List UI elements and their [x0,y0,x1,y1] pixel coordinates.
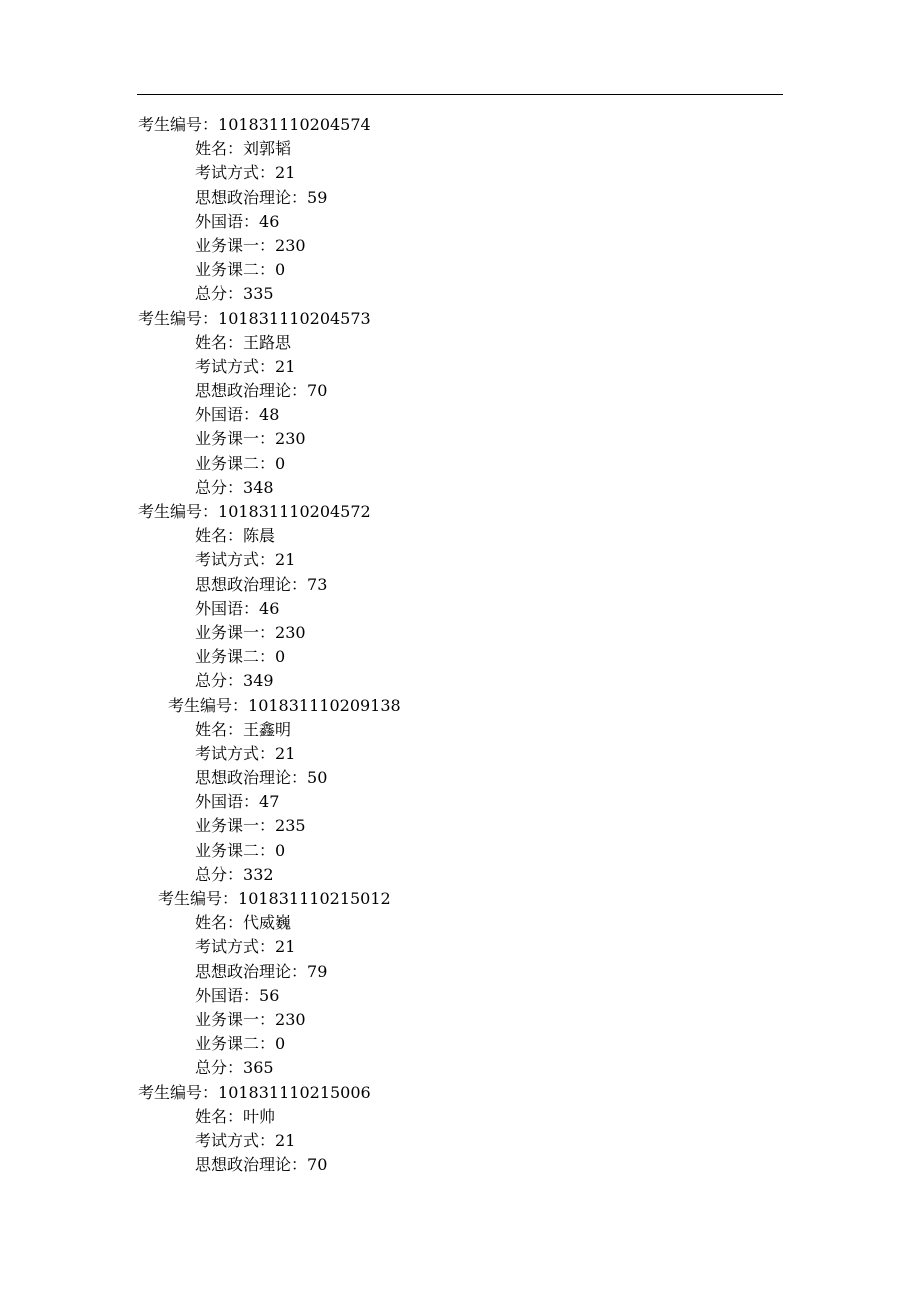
record-field [138,1153,783,1177]
field-label: 业务课一： [195,622,276,642]
record-field [138,1056,783,1080]
record-field [138,621,783,645]
record-field [138,718,783,742]
field-label: 考试方式： [195,937,276,957]
field-value: 230 [275,1009,306,1029]
field-value: 70 [307,381,328,401]
record-field [138,355,783,379]
field-label: 思想政治理论： [195,381,308,401]
field-label: 业务课二： [195,453,276,473]
candidate-id-value: 101831110209138 [248,695,401,715]
field-value: 70 [307,1155,328,1175]
field-value: 73 [307,574,328,594]
field-label: 考试方式： [195,550,276,570]
record-field [138,403,783,427]
record-field [138,258,783,282]
candidate-id-value: 101831110204574 [218,115,371,134]
field-label: 业务课一： [195,429,276,449]
record-field [138,1008,783,1032]
record-field [138,524,783,548]
record-field [138,427,783,451]
field-label: 姓名： [195,1106,244,1126]
record-field [138,960,783,984]
candidate-id-value: 101831110215006 [218,1082,371,1102]
field-value: 335 [243,284,274,304]
field-label: 思想政治理论： [195,961,308,981]
field-value: 0 [275,1034,286,1054]
field-value: 王路思 [243,332,292,352]
field-label: 姓名： [195,332,244,352]
candidate-id-line [138,887,783,911]
record-field [138,911,783,935]
record-field [138,839,783,863]
record-field [138,669,783,693]
record-field [138,234,783,258]
field-value: 348 [243,477,274,497]
record-field [138,984,783,1008]
record-field [138,863,783,887]
candidate-id-label: 考生编号： [138,115,219,134]
record-field [138,186,783,210]
record-field [138,766,783,790]
record-list [138,113,783,1177]
field-label: 考试方式： [195,356,276,376]
field-label: 总分： [195,671,244,691]
field-value: 陈晨 [243,526,276,546]
field-label: 外国语： [195,985,260,1005]
candidate-id-line [138,307,783,331]
record-field [138,379,783,403]
candidate-id-label: 考生编号： [168,695,249,715]
record-field [138,935,783,959]
candidate-id-line [138,694,783,718]
candidate-id-label: 考生编号： [138,1082,219,1102]
field-value: 332 [243,864,274,884]
field-label: 业务课二： [195,647,276,667]
field-value: 0 [275,260,286,280]
field-label: 外国语： [195,792,260,812]
field-label: 考试方式： [195,1130,276,1150]
field-value: 0 [275,647,286,667]
field-label: 思想政治理论： [195,574,308,594]
candidate-id-label: 考生编号： [138,308,219,328]
field-value: 47 [259,792,280,812]
field-value: 46 [259,211,280,231]
field-label: 业务课一： [195,235,276,255]
record-field [138,573,783,597]
field-label: 考试方式： [195,163,276,183]
field-label: 业务课二： [195,1034,276,1054]
field-label: 外国语： [195,405,260,425]
record-field [138,1032,783,1056]
field-label: 外国语： [195,211,260,231]
record-field [138,452,783,476]
record-field [138,161,783,185]
field-label: 姓名： [195,526,244,546]
field-label: 姓名： [195,139,244,159]
candidate-id-label: 考生编号： [138,502,219,521]
record-field [138,137,783,161]
field-label: 思想政治理论： [195,768,308,788]
record-field [138,476,783,500]
field-label: 考试方式： [195,743,276,763]
field-value: 王鑫明 [243,719,292,739]
field-value: 0 [275,840,286,860]
field-label: 总分： [195,477,244,497]
field-value: 365 [243,1058,274,1078]
field-value: 21 [275,1130,296,1150]
candidate-id-value: 101831110215012 [238,889,391,908]
record-field [138,1129,783,1153]
field-value: 235 [275,816,306,836]
record-field [138,597,783,621]
field-label: 外国语： [195,598,260,618]
field-label: 总分： [195,864,244,884]
record-field [138,548,783,572]
field-label: 业务课二： [195,260,276,280]
field-value: 46 [259,598,280,618]
candidate-id-value: 101831110204572 [218,502,371,521]
field-label: 思想政治理论： [195,1155,308,1175]
field-value: 代威巍 [243,913,292,933]
field-label: 思想政治理论： [195,187,308,207]
record-field [138,790,783,814]
record-field [138,210,783,234]
candidate-id-label: 考生编号： [158,889,239,908]
field-label: 姓名： [195,719,244,739]
candidate-id-line [138,113,783,137]
record-field [138,645,783,669]
record-field [138,1105,783,1129]
field-value: 21 [275,937,296,957]
field-label: 姓名： [195,913,244,933]
candidate-id-line [138,500,783,524]
field-value: 刘郭韬 [243,139,292,159]
record-field [138,282,783,306]
field-label: 业务课一： [195,1009,276,1029]
record-field [138,331,783,355]
field-value: 48 [259,405,280,425]
field-label: 业务课二： [195,840,276,860]
record-field [138,814,783,838]
field-value: 230 [275,622,306,642]
candidate-id-value: 101831110204573 [218,308,371,328]
field-value: 21 [275,356,296,376]
field-value: 21 [275,163,296,183]
field-value: 56 [259,985,280,1005]
field-label: 总分： [195,1058,244,1078]
field-label: 业务课一： [195,816,276,836]
field-value: 21 [275,743,296,763]
field-value: 79 [307,961,328,981]
field-value: 0 [275,453,286,473]
field-value: 21 [275,550,296,570]
field-value: 50 [307,768,328,788]
field-value: 230 [275,235,306,255]
field-value: 59 [307,187,328,207]
field-value: 叶帅 [243,1106,276,1126]
field-value: 230 [275,429,306,449]
field-value: 349 [243,671,274,691]
record-field [138,742,783,766]
candidate-id-line [138,1081,783,1105]
header-rule [137,94,783,95]
field-label: 总分： [195,284,244,304]
